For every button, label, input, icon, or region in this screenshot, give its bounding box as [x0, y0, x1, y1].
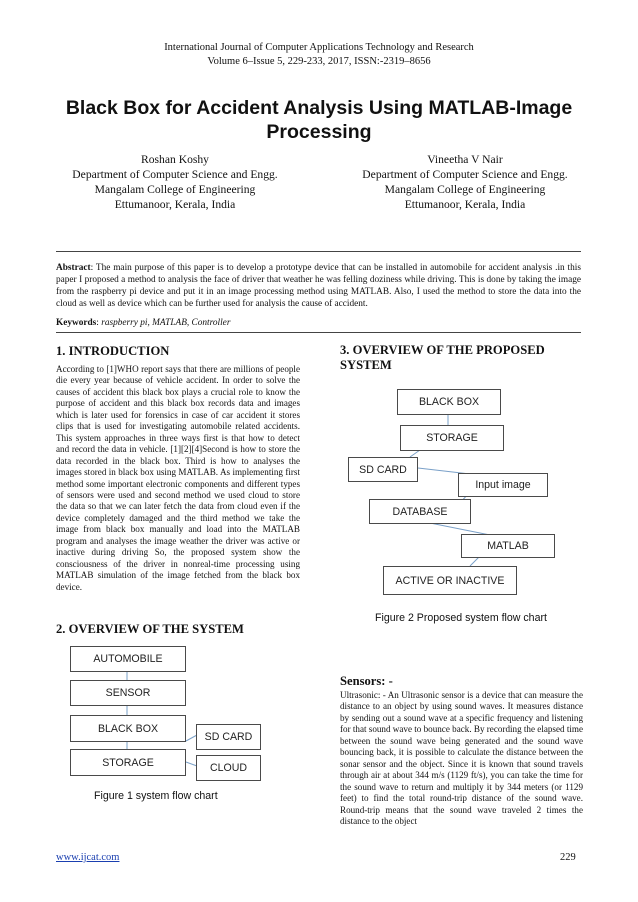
- page-number: 229: [560, 852, 576, 863]
- fig1-box-storage: STORAGE: [70, 749, 186, 776]
- author-dept: Department of Computer Science and Engg.: [72, 168, 278, 181]
- author-name: Roshan Koshy: [141, 153, 209, 166]
- fig1-box-black-box: BLACK BOX: [70, 715, 186, 742]
- section-heading-proposed: 3. OVERVIEW OF THE PROPOSED SYSTEM: [340, 343, 545, 372]
- sensors-text: Ultrasonic: - An Ultrasonic sensor is a device that can measure the distance to an object by using sound waves. It measures distance by sending out a sound wave at a specific frequency and listening for that sound wave to bounce back. By recording the elapsed time between the sound wave being generated and the sound wave bouncing back, it is possible to calculate the distance between the sonar sensor and the object. Since it is known that sound travels through air at about 344 m/s (1129 ft/s), you can take the time for the sound wave to return and multiply it by 344 meters (or 1129 feet) to find the total round-trip distance of the sound wave. Round-trip means that the sound wave traveled 2 times the distance to the object: [340, 690, 583, 826]
- journal-title: International Journal of Computer Applications Technology and Research: [164, 42, 474, 53]
- introduction-text: According to [1]WHO report says that there are millions of people die every year because of vehicle accident. In order to solve the causes of accident this black box plays a crucial role to know the purpose of accident and this black box records data and images which is later used for forensics in case of car accident it stores clips that is used for investigating automobile related accidents. This system approaches in three ways first is that how to detect and record the data in vehicle. [1][2][4]Second is how to store the data recorded in the black box. Third is how to analyses the images stored in black box using MATLAB. As implementing first method some important electronic components and different types of sensors were used and second method we used cloud to store the data so that we can later fetch the data from cloud even if the device completely damaged and the third method we take the image from black box manually and load into the MATLAB program and analyses the image weather the driver was active or inactive during driving So, the proposed system show the consciousness of the driver in nonreal-time processing using MATLAB simulation of the image fetched from the black box device.: [56, 364, 300, 592]
- fig2-box-active-or-inactive: ACTIVE OR INACTIVE: [383, 566, 517, 595]
- author-name: Vineetha V Nair: [427, 153, 503, 166]
- abstract-label: Abstract: [56, 263, 91, 273]
- author-college: Mangalam College of Engineering: [94, 183, 256, 196]
- section-heading-overview: 2. OVERVIEW OF THE SYSTEM: [56, 622, 244, 636]
- fig1-box-automobile: AUTOMOBILE: [70, 646, 186, 672]
- author-dept: Department of Computer Science and Engg.: [362, 168, 568, 181]
- fig2-box-input-image: Input image: [458, 473, 548, 497]
- fig2-box-matlab: MATLAB: [461, 534, 555, 558]
- author-college: Mangalam College of Engineering: [384, 183, 546, 196]
- author-location: Ettumanoor, Kerala, India: [114, 198, 236, 211]
- fig2-box-storage: STORAGE: [400, 425, 504, 451]
- fig1-box-cloud: CLOUD: [196, 755, 261, 781]
- keywords-text: raspberry pi, MATLAB, Controller: [101, 318, 231, 328]
- abstract-text: : The main purpose of this paper is to develop a prototype device that can be installed in automobile for accident analysis .in this paper I proposed a method to analysis the face of driver that weather he was felling doziness while driving. This is done by taking the image from the raspberry pi device and put it in an image processing method using MATLAB. Also, I used the method to store the data into the cloud as well as device which can be further used for analysis the cause of accident.: [56, 263, 581, 309]
- sensors-heading: Sensors: -: [340, 674, 393, 688]
- fig2-box-black-box: BLACK BOX: [397, 389, 501, 415]
- keywords: Keywords: raspberry pi, MATLAB, Controller: [56, 318, 231, 328]
- fig2-box-sd-card: SD CARD: [348, 457, 418, 482]
- author-location: Ettumanoor, Kerala, India: [404, 198, 526, 211]
- keywords-label: Keywords: [56, 318, 97, 328]
- journal-volume: Volume 6–Issue 5, 229-233, 2017, ISSN:-2319–8656: [207, 56, 431, 67]
- fig1-box-sd-card: SD CARD: [196, 724, 261, 750]
- paper-title: Black Box for Accident Analysis Using MATLAB-Image Processing: [65, 97, 573, 143]
- fig2-box-database: DATABASE: [369, 499, 471, 524]
- figure2-caption: Figure 2 Proposed system flow chart: [375, 612, 547, 624]
- footer-url-link[interactable]: www.ijcat.com: [56, 852, 120, 863]
- fig1-box-sensor: SENSOR: [70, 680, 186, 706]
- figure1-caption: Figure 1 system flow chart: [94, 790, 218, 802]
- section-heading-introduction: 1. INTRODUCTION: [56, 344, 170, 358]
